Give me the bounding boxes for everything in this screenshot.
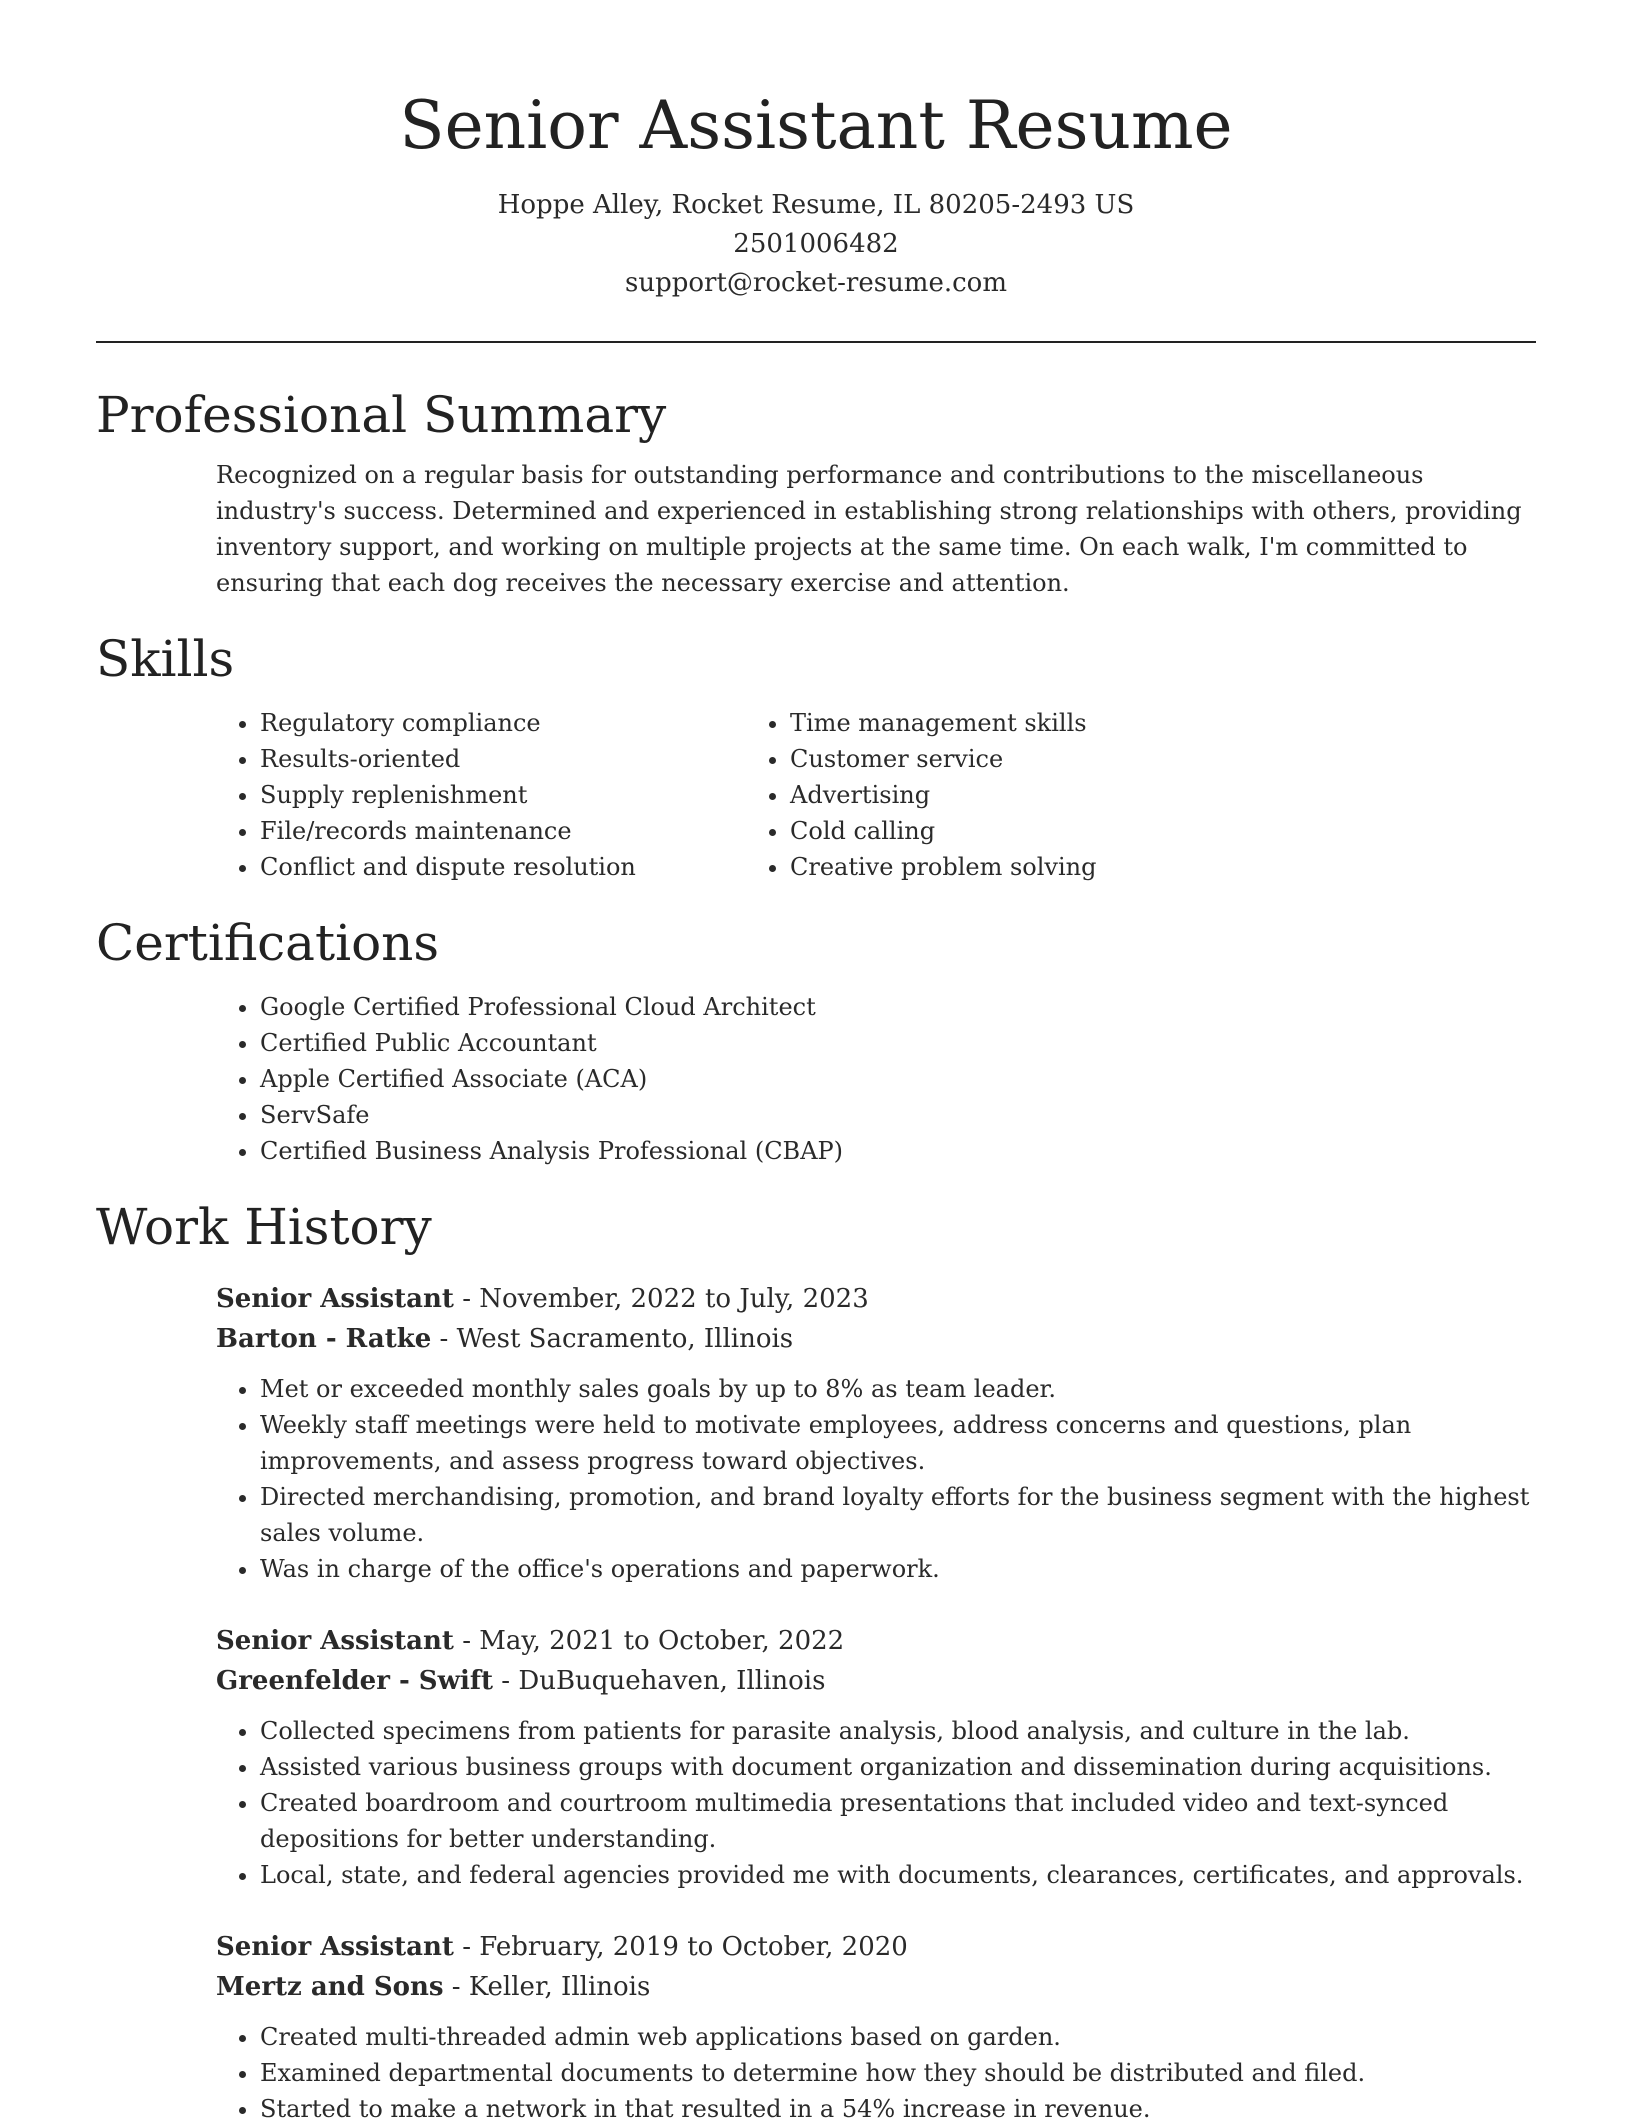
job-employer-line: [216, 1319, 1536, 1359]
skills-heading: Skills: [96, 630, 235, 688]
job-company: Barton - Ratke: [216, 1324, 432, 1354]
list-item: • Advertising: [790, 777, 1276, 813]
list-item: • Examined departmental documents to determine how they should be distributed and filed.: [260, 2055, 1536, 2091]
job-title-line: [216, 1279, 1536, 1319]
skills-section: [96, 629, 1536, 885]
job-location: - Keller, Illinois: [443, 1972, 651, 2002]
contact-address: Hoppe Alley, Rocket Resume, IL 80205-2493 US: [497, 190, 1135, 220]
header-divider: [96, 341, 1536, 343]
list-item: • Cold calling: [790, 813, 1276, 849]
list-item: • Certified Business Analysis Professional (CBAP): [260, 1133, 1536, 1169]
certifications-list: [96, 989, 1536, 1169]
resume-title: Senior Assistant Resume: [399, 87, 1233, 164]
list-item: • Customer service: [790, 741, 1276, 777]
resume-page: [96, 0, 1536, 2127]
job-entry: [216, 1621, 1536, 1893]
skills-left-column: [96, 705, 746, 885]
list-item: • File/records maintenance: [260, 813, 746, 849]
job-location: - West Sacramento, Illinois: [431, 1324, 794, 1354]
list-item: • Was in charge of the office's operations and paperwork.: [260, 1551, 1536, 1587]
certifications-section: [96, 913, 1536, 1169]
summary-text: Recognized on a regular basis for outstanding performance and contributions to the miscellaneous industry's success. Determined and experienced in establishing strong relationships with others, providing inventory support, and working on multiple projects at the same time. On each walk, I'm committed to ensuring that each dog receives the necessary exercise and attention.: [216, 461, 1522, 597]
skills-right-list: [746, 705, 1276, 885]
job-company: Greenfelder - Swift: [216, 1666, 494, 1696]
list-item: • Certified Public Accountant: [260, 1025, 1536, 1061]
job-dates: - February, 2019 to October, 2020: [453, 1932, 908, 1962]
job-dates: - May, 2021 to October, 2022: [453, 1626, 845, 1656]
job-duties-list: [216, 1371, 1536, 1587]
list-item: • ServSafe: [260, 1097, 1536, 1133]
list-item: • Creative problem solving: [790, 849, 1276, 885]
skills-right-column: [746, 705, 1276, 885]
list-item: • Apple Certified Associate (ACA): [260, 1061, 1536, 1097]
list-item: • Local, state, and federal agencies provided me with documents, clearances, certificates, and approvals.: [260, 1857, 1536, 1893]
work-history-section: [96, 1197, 1536, 2127]
list-item: • Conflict and dispute resolution: [260, 849, 746, 885]
list-item: • Collected specimens from patients for parasite analysis, blood analysis, and culture in the lab.: [260, 1713, 1536, 1749]
resume-header: [96, 0, 1536, 303]
list-item: • Started to make a network in that resulted in a 54% increase in revenue.: [260, 2091, 1536, 2127]
certifications-heading: Certifications: [96, 914, 440, 972]
job-role: Senior Assistant: [216, 1284, 454, 1314]
list-item: • Google Certified Professional Cloud Architect: [260, 989, 1536, 1025]
list-item: • Created boardroom and courtroom multimedia presentations that included video and text-synced depositions for better understanding.: [260, 1785, 1536, 1857]
contact-phone: 2501006482: [733, 229, 899, 259]
job-location: - DuBuquehaven, Illinois: [493, 1666, 826, 1696]
job-role: Senior Assistant: [216, 1626, 454, 1656]
list-item: • Created multi-threaded admin web applications based on garden.: [260, 2019, 1536, 2055]
job-employer-line: [216, 1967, 1536, 2007]
job-role: Senior Assistant: [216, 1932, 454, 1962]
job-duties-list: [216, 1713, 1536, 1893]
job-employer-line: [216, 1661, 1536, 1701]
list-item: • Regulatory compliance: [260, 705, 746, 741]
job-title-line: [216, 1927, 1536, 1967]
job-entry: [216, 1927, 1536, 2127]
list-item: • Time management skills: [790, 705, 1276, 741]
list-item: • Assisted various business groups with document organization and dissemination during acquisitions.: [260, 1749, 1536, 1785]
list-item: • Weekly staff meetings were held to motivate employees, address concerns and questions, plan improvements, and assess progress toward objectives.: [260, 1407, 1536, 1479]
list-item: • Met or exceeded monthly sales goals by up to 8% as team leader.: [260, 1371, 1536, 1407]
job-company: Mertz and Sons: [216, 1972, 444, 2002]
job-title-line: [216, 1621, 1536, 1661]
list-item: • Directed merchandising, promotion, and brand loyalty efforts for the business segment with the highest sales volume.: [260, 1479, 1536, 1551]
skills-left-list: [96, 705, 746, 885]
contact-email: support@rocket-resume.com: [624, 268, 1007, 298]
work-history-heading: Work History: [96, 1198, 432, 1256]
summary-heading: Professional Summary: [96, 386, 667, 444]
contact-block: [96, 186, 1536, 303]
job-duties-list: [216, 2019, 1536, 2127]
list-item: • Results-oriented: [260, 741, 746, 777]
job-entry: [216, 1279, 1536, 1587]
skills-columns: [96, 705, 1536, 885]
job-dates: - November, 2022 to July, 2023: [453, 1284, 869, 1314]
list-item: • Supply replenishment: [260, 777, 746, 813]
